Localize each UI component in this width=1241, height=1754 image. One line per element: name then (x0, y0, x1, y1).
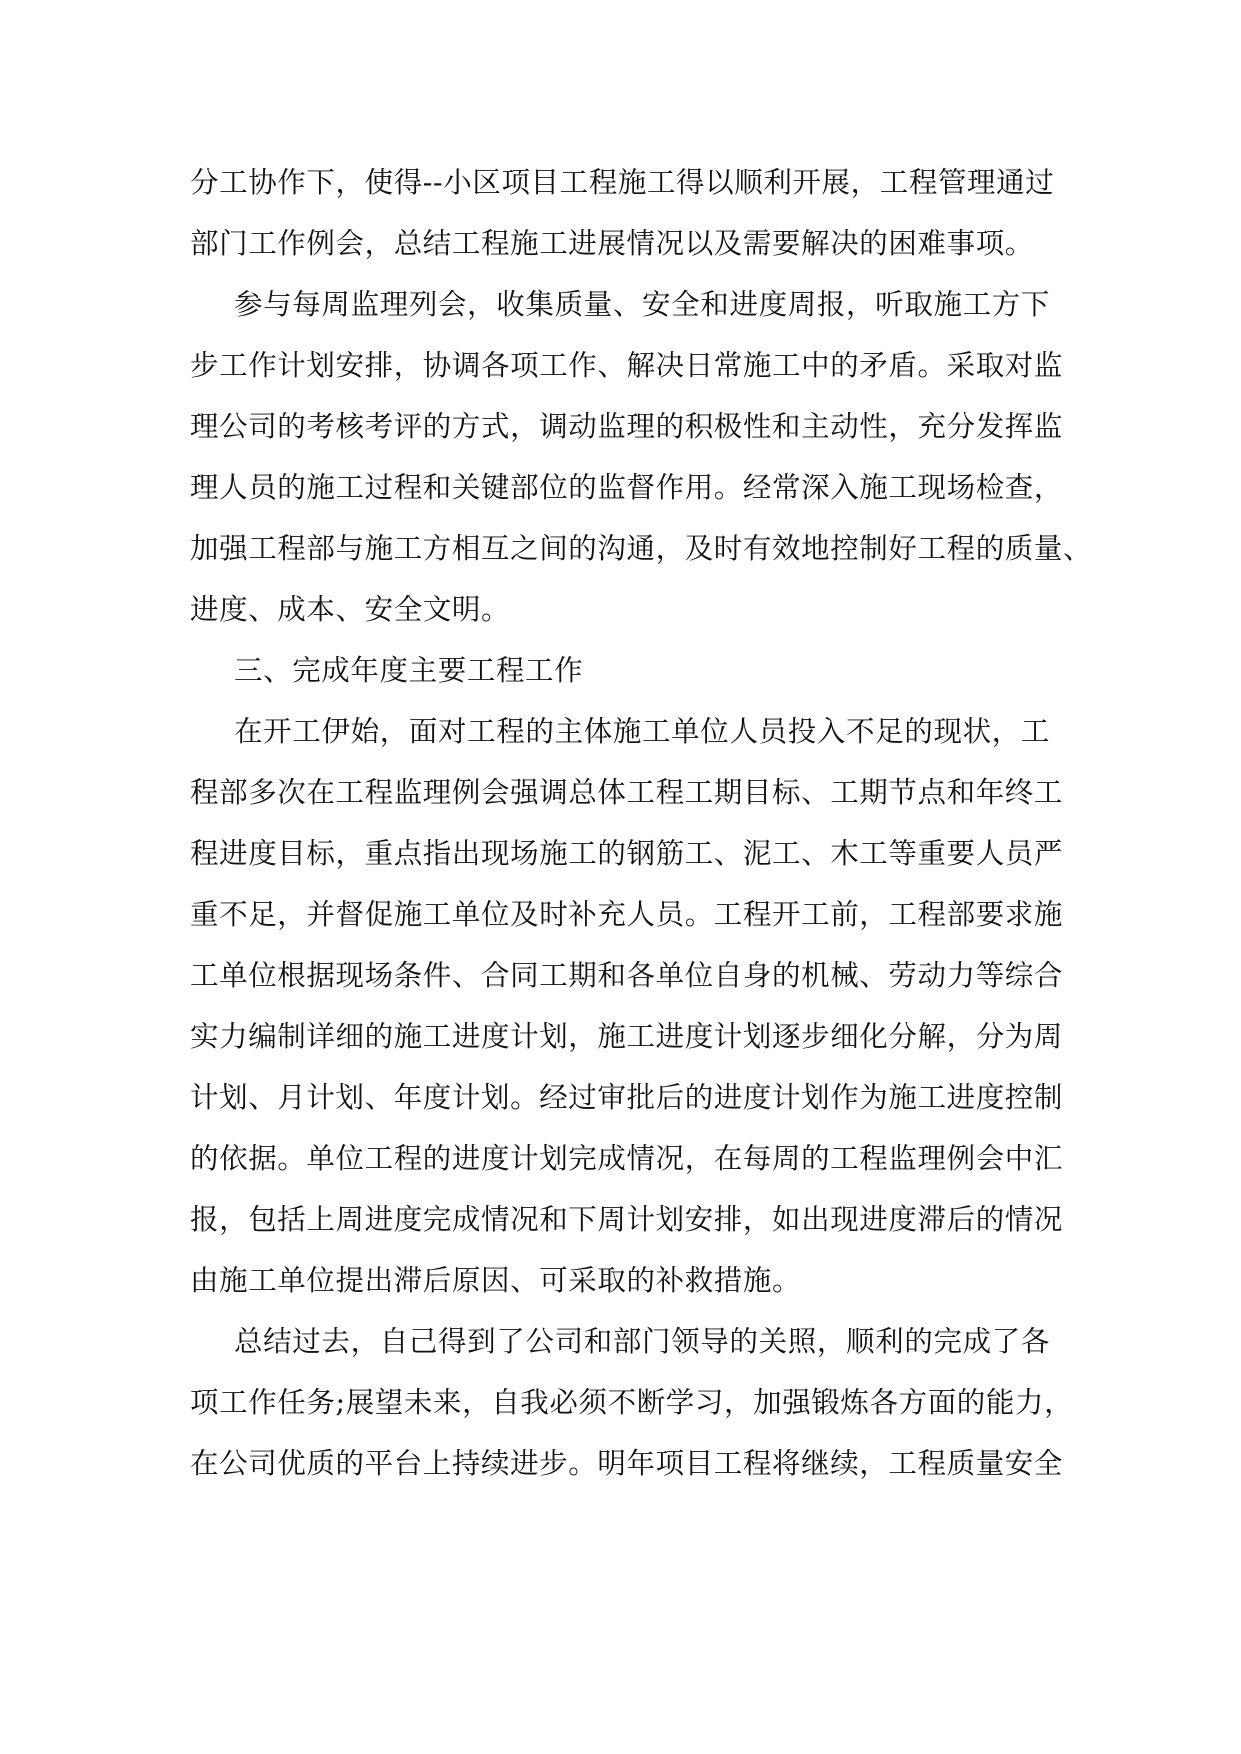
paragraph-line: 的依据。单位工程的进度计划完成情况，在每周的工程监理例会中汇 (190, 1142, 1064, 1175)
document-body (190, 152, 1093, 1494)
paragraph-line: 程进度目标，重点指出现场施工的钢筋工、泥工、木工等重要人员严 (190, 837, 1064, 870)
paragraph-line: 项工作任务;展望未来，自我必须不断学习，加强锻炼各方面的能力， (190, 1386, 1074, 1419)
paragraph-line: 参与每周监理列会，收集质量、安全和进度周报，听取施工方下 (234, 288, 1050, 321)
paragraph-line: 在公司优质的平台上持续进步。明年项目工程将继续，工程质量安全 (190, 1447, 1064, 1480)
paragraph-line: 理公司的考核考评的方式，调动监理的积极性和主动性，充分发挥监 (190, 410, 1064, 443)
paragraph-line: 进度、成本、安全文明。 (190, 593, 511, 626)
paragraph-line: 程部多次在工程监理例会强调总体工程工期目标、工期节点和年终工 (190, 776, 1064, 809)
paragraph-line: 报，包括上周进度完成情况和下周计划安排，如出现进度滞后的情况 (190, 1203, 1064, 1236)
paragraph-line: 部门工作例会，总结工程施工进展情况以及需要解决的困难事项。 (190, 227, 1034, 260)
paragraph-line: 工单位根据现场条件、合同工期和各单位自身的机械、劳动力等综合 (190, 959, 1064, 992)
paragraph-line: 计划、月计划、年度计划。经过审批后的进度计划作为施工进度控制 (190, 1081, 1064, 1114)
paragraph-line: 分工协作下，使得--小区项目工程施工得以顺利开展，工程管理通过 (190, 166, 1055, 199)
section-heading: 三、完成年度主要工程工作 (234, 654, 584, 687)
paragraph-line: 由施工单位提出滞后原因、可采取的补救措施。 (190, 1264, 802, 1297)
paragraph-line: 加强工程部与施工方相互之间的沟通，及时有效地控制好工程的质量、 (190, 532, 1093, 565)
paragraph-line: 总结过去，自己得到了公司和部门领导的关照，顺利的完成了各 (234, 1325, 1050, 1358)
paragraph-line: 在开工伊始，面对工程的主体施工单位人员投入不足的现状，工 (234, 715, 1050, 748)
paragraph-line: 实力编制详细的施工进度计划，施工进度计划逐步细化分解，分为周 (190, 1020, 1064, 1053)
paragraph-line: 步工作计划安排，协调各项工作、解决日常施工中的矛盾。采取对监 (190, 349, 1064, 382)
paragraph-line: 理人员的施工过程和关键部位的监督作用。经常深入施工现场检查， (190, 471, 1064, 504)
paragraph-line: 重不足，并督促施工单位及时补充人员。工程开工前，工程部要求施 (190, 898, 1064, 931)
